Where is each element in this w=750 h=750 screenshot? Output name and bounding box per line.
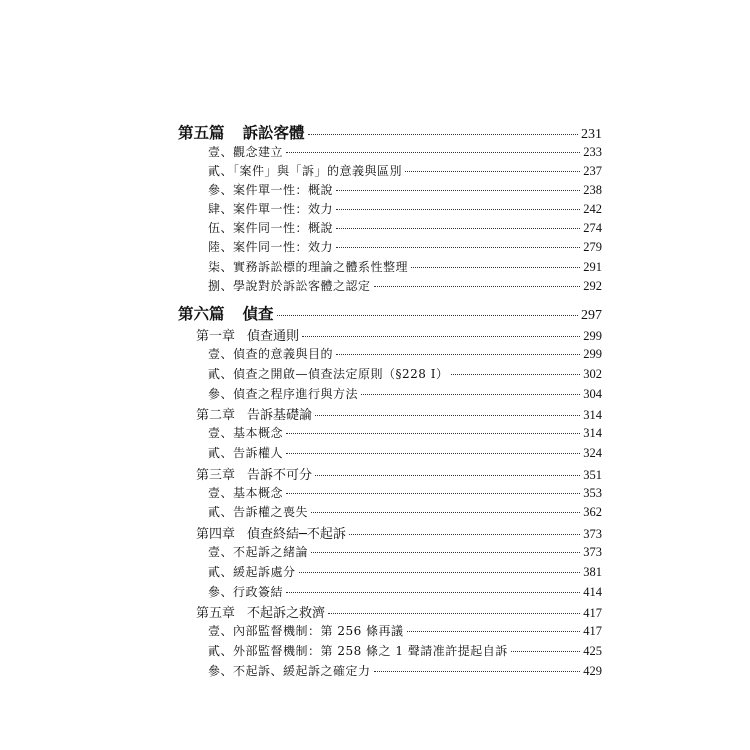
- toc-entry-title: 貳、偵查之開啟—偵查法定原則（§228 Ⅰ）: [208, 367, 449, 381]
- toc-entry-page-number: 324: [583, 446, 602, 460]
- toc-entry-title: 肆、案件單一性：效力: [208, 202, 334, 216]
- dot-leader: [349, 534, 580, 535]
- toc-section-entry: [208, 365, 602, 382]
- toc-part-entry: [178, 302, 602, 324]
- toc-entry-page-number: 231: [581, 127, 602, 142]
- toc-entry-page-number: 304: [583, 387, 602, 401]
- toc-entry-title: 偵查: [242, 304, 274, 323]
- toc-entry-title: 壹、基本概念: [208, 486, 284, 500]
- toc-entry-number: 第三章: [196, 468, 236, 483]
- toc-entry-page-number: 381: [583, 565, 602, 579]
- toc-entry-number: 第二章: [196, 408, 236, 423]
- toc-section-entry: [208, 277, 602, 294]
- toc-section-entry: [208, 484, 602, 501]
- dot-leader: [336, 228, 580, 229]
- toc-section-entry: [208, 219, 602, 236]
- toc-entry-title: 陸、案件同一性：效力: [208, 240, 334, 254]
- toc-entry-page-number: 314: [583, 408, 602, 422]
- toc-entry-number: 第一章: [196, 329, 236, 344]
- dot-leader: [286, 433, 580, 434]
- toc-entry-page-number: 274: [583, 221, 602, 235]
- toc-entry-page-number: 233: [583, 145, 602, 159]
- toc-entry-page-number: 292: [583, 279, 602, 293]
- toc-section-entry: [208, 258, 602, 275]
- dot-leader: [336, 354, 580, 355]
- toc-entry-title: 貳、緩起訴處分: [208, 565, 296, 579]
- dot-leader: [374, 671, 581, 672]
- dot-leader: [405, 171, 580, 172]
- toc-section-entry: [208, 583, 602, 600]
- toc-entry-title: 捌、學說對於訴訟客體之認定: [208, 279, 371, 293]
- dot-leader: [308, 134, 578, 135]
- dot-leader: [451, 374, 580, 375]
- dot-leader: [286, 152, 580, 153]
- toc-entry-title: 偵查通則: [247, 329, 300, 344]
- toc-entry-page-number: 242: [583, 202, 602, 216]
- toc-section-entry: [208, 642, 602, 659]
- toc-section-entry: [208, 543, 602, 560]
- toc-entry-page-number: 297: [581, 308, 602, 323]
- toc-chapter-entry: [196, 523, 602, 542]
- toc-entry-page-number: 299: [583, 329, 602, 343]
- toc-entry-page-number: 373: [583, 527, 602, 541]
- toc-entry-title: 偵查終結─不起訴: [247, 527, 346, 542]
- toc-entry-page-number: 362: [583, 505, 602, 519]
- dot-leader: [407, 631, 581, 632]
- toc-section-entry: [208, 200, 602, 217]
- toc-entry-title: 參、案件單一性：概說: [208, 183, 334, 197]
- toc-entry-title: 參、偵查之程序進行與方法: [208, 387, 359, 401]
- dot-leader: [361, 394, 580, 395]
- toc-entry-title: 壹、觀念建立: [208, 145, 284, 159]
- toc-entry-page-number: 302: [583, 367, 602, 381]
- toc-section-entry: [208, 622, 602, 639]
- toc-entry-page-number: 417: [583, 624, 602, 638]
- toc-entry-title: 壹、基本概念: [208, 426, 284, 440]
- toc-section-entry: [208, 424, 602, 441]
- toc-section-entry: [208, 162, 602, 179]
- toc-entry-title: 告訴基礎論: [247, 408, 313, 423]
- dot-leader: [315, 475, 580, 476]
- dot-leader: [315, 415, 580, 416]
- toc-chapter-entry: [196, 464, 602, 483]
- toc-entry-page-number: 279: [583, 240, 602, 254]
- toc-entry-number: 第四章: [196, 527, 236, 542]
- toc-entry-title: 貳、外部監督機制：第 258 條之 1 聲請准許提起自訴: [208, 644, 508, 658]
- toc-entry-title: 告訴不可分: [247, 468, 313, 483]
- toc-entry-title: 柒、實務訴訟標的理論之體系性整理: [208, 260, 409, 274]
- dot-leader: [328, 613, 580, 614]
- toc-entry-title: 壹、偵查的意義與目的: [208, 347, 334, 361]
- toc-entry-page-number: 429: [583, 664, 602, 678]
- dot-leader: [299, 572, 581, 573]
- dot-leader: [311, 512, 580, 513]
- toc-entry-page-number: 425: [583, 644, 602, 658]
- toc-entry-page-number: 237: [583, 164, 602, 178]
- toc-entry-page-number: 314: [583, 426, 602, 440]
- dot-leader: [374, 286, 581, 287]
- toc-entry-page-number: 238: [583, 183, 602, 197]
- toc-entry-title: 不起訴之救濟: [247, 606, 326, 621]
- toc-entry-page-number: 291: [583, 260, 602, 274]
- toc-entry-title: 參、行政簽結: [208, 585, 284, 599]
- toc-chapter-entry: [196, 325, 602, 344]
- toc-section-entry: [208, 385, 602, 402]
- toc-section-entry: [208, 563, 602, 580]
- toc-entry-title: 壹、內部監督機制：第 256 條再議: [208, 624, 404, 638]
- toc-entry-page-number: 299: [583, 347, 602, 361]
- dot-leader: [277, 315, 578, 316]
- toc-entry-number: 第五篇: [178, 123, 225, 142]
- toc-entry-title: 參、不起訴、緩起訴之確定力: [208, 664, 371, 678]
- toc-entry-page-number: 417: [583, 606, 602, 620]
- dot-leader: [511, 651, 580, 652]
- toc-entry-page-number: 351: [583, 468, 602, 482]
- toc-entry-number: 第五章: [196, 606, 236, 621]
- toc-entry-title: 貳、告訴權人: [208, 446, 284, 460]
- dot-leader: [336, 247, 580, 248]
- toc-entry-page-number: 373: [583, 545, 602, 559]
- dot-leader: [336, 190, 580, 191]
- dot-leader: [286, 493, 580, 494]
- toc-entry-title: 伍、案件同一性：概說: [208, 221, 334, 235]
- toc-chapter-entry: [196, 404, 602, 423]
- toc-entry-number: 第六篇: [178, 304, 225, 323]
- toc-entry-title: 壹、不起訴之緒論: [208, 545, 309, 559]
- toc-section-entry: [208, 444, 602, 461]
- toc-entry-title: 貳、告訴權之喪失: [208, 505, 309, 519]
- dot-leader: [411, 267, 580, 268]
- dot-leader: [286, 453, 580, 454]
- toc-entry-title: 訴訟客體: [242, 123, 305, 142]
- dot-leader: [302, 336, 580, 337]
- toc-section-entry: [208, 662, 602, 679]
- dot-leader: [286, 592, 580, 593]
- toc-part-entry: [178, 121, 602, 143]
- toc-section-entry: [208, 345, 602, 362]
- dot-leader: [311, 552, 580, 553]
- dot-leader: [336, 209, 580, 210]
- toc-entry-page-number: 414: [583, 585, 602, 599]
- toc-section-entry: [208, 503, 602, 520]
- toc-section-entry: [208, 238, 602, 255]
- toc-entry-page-number: 353: [583, 486, 602, 500]
- toc-chapter-entry: [196, 602, 602, 621]
- toc-section-entry: [208, 181, 602, 198]
- toc-section-entry: [208, 143, 602, 160]
- toc-entry-title: 貳、「案件」與「訴」的意義與區別: [208, 164, 403, 178]
